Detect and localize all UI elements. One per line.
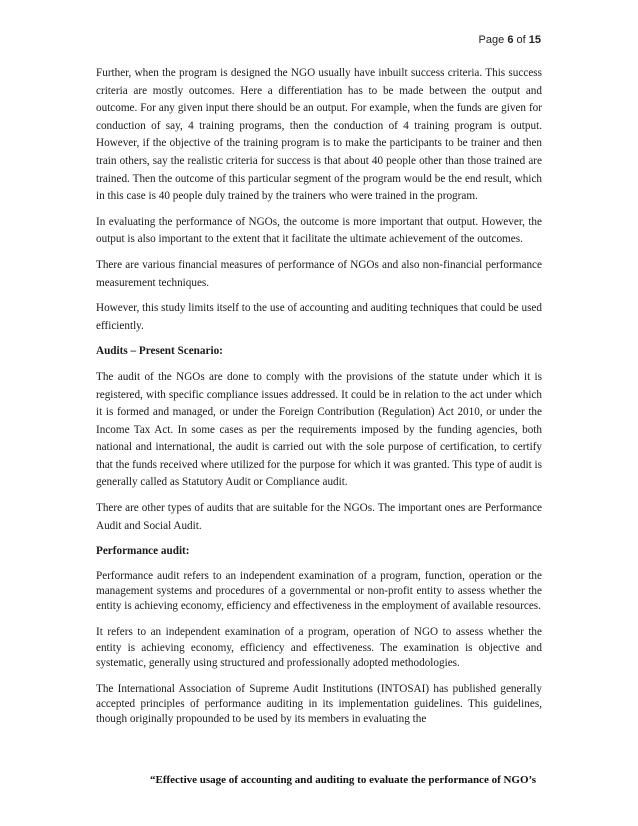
paragraph-success-criteria: Further, when the program is designed the NGO usually have inbuilt success criteria. This success criteria are mostly outcomes. Here a differentiation has to be made between the output and outcome. For any given input there should be an output. For example, when the funds are given for conduction of say, 4 training programs, then the conduction of 4 training program is output. However, if the objective of the training program is to make the participants to be trainer and then train others, say the realistic criteria for success is that about 40 people other than those trained are trained. Then the outcome of this particular segment of the program would be the end result, which in this case is 40 people duly trained by the trainers who were trained in the program. <box>96 67 542 203</box>
page-word: Page <box>478 34 505 46</box>
of-word: of <box>516 34 526 46</box>
paragraph-other-audits: There are other types of audits that are suitable for the NGOs. The important ones are Performance Audit and Social Audit. <box>96 502 542 532</box>
document-body <box>96 65 542 739</box>
paragraph-intosai: The International Association of Supreme Audit Institutions (INTOSAI) has published generally accepted principles of performance auditing in its implementation guidelines. This guidelines, though originally propounded to be used by its members in evaluating the <box>96 683 542 726</box>
paragraph-independent-examination: It refers to an independent examination of a program, operation of NGO to assess whether the entity is achieving economy, efficiency and effectiveness. The examination is objective and systematic, generally using structured and professionally adopted methodologies. <box>96 626 542 669</box>
heading-audits-present-scenario: Audits – Present Scenario: <box>96 345 223 358</box>
heading-performance-audit: Performance audit: <box>96 545 190 558</box>
footer-document-title: “Effective usage of accounting and auditing to evaluate the performance of NGO’s <box>150 774 537 786</box>
page-number-header <box>479 34 541 46</box>
total-pages-number: 15 <box>528 34 541 46</box>
paragraph-outcome-vs-output: In evaluating the performance of NGOs, the outcome is more important that output. However, the output is also important to the extent that it facilitate the ultimate achievement of the outcomes. <box>96 215 542 246</box>
current-page-number: 6 <box>507 34 514 46</box>
paragraph-statutory-audit: The audit of the NGOs are done to comply with the provisions of the statute under which it is registered, with specific compliance issues addressed. It could be in relation to the act under which it is formed and managed, or under the Foreign Contribution (Regulation) Act 2010, or under the Income Tax Act. In some cases as per the requirements imposed by the funding agencies, both national and international, the audit is carried out with the sole purpose of certification, to certify that the funds received where utilized for the purpose for which it was granted. This type of audit is generally called as Statutory Audit or Compliance audit. <box>96 370 542 489</box>
paragraph-financial-measures: There are various financial measures of performance of NGOs and also non-financial performance measurement techniques. <box>96 258 542 289</box>
paragraph-study-scope: However, this study limits itself to the use of accounting and auditing techniques that could be used efficiently. <box>96 302 542 332</box>
paragraph-performance-audit-definition: Performance audit refers to an independent examination of a program, function, operation or the management systems and procedures of a governmental or non-profit entity to assess whether the entity is achieving economy, efficiency and effectiveness in the employment of available resources. <box>96 569 542 613</box>
